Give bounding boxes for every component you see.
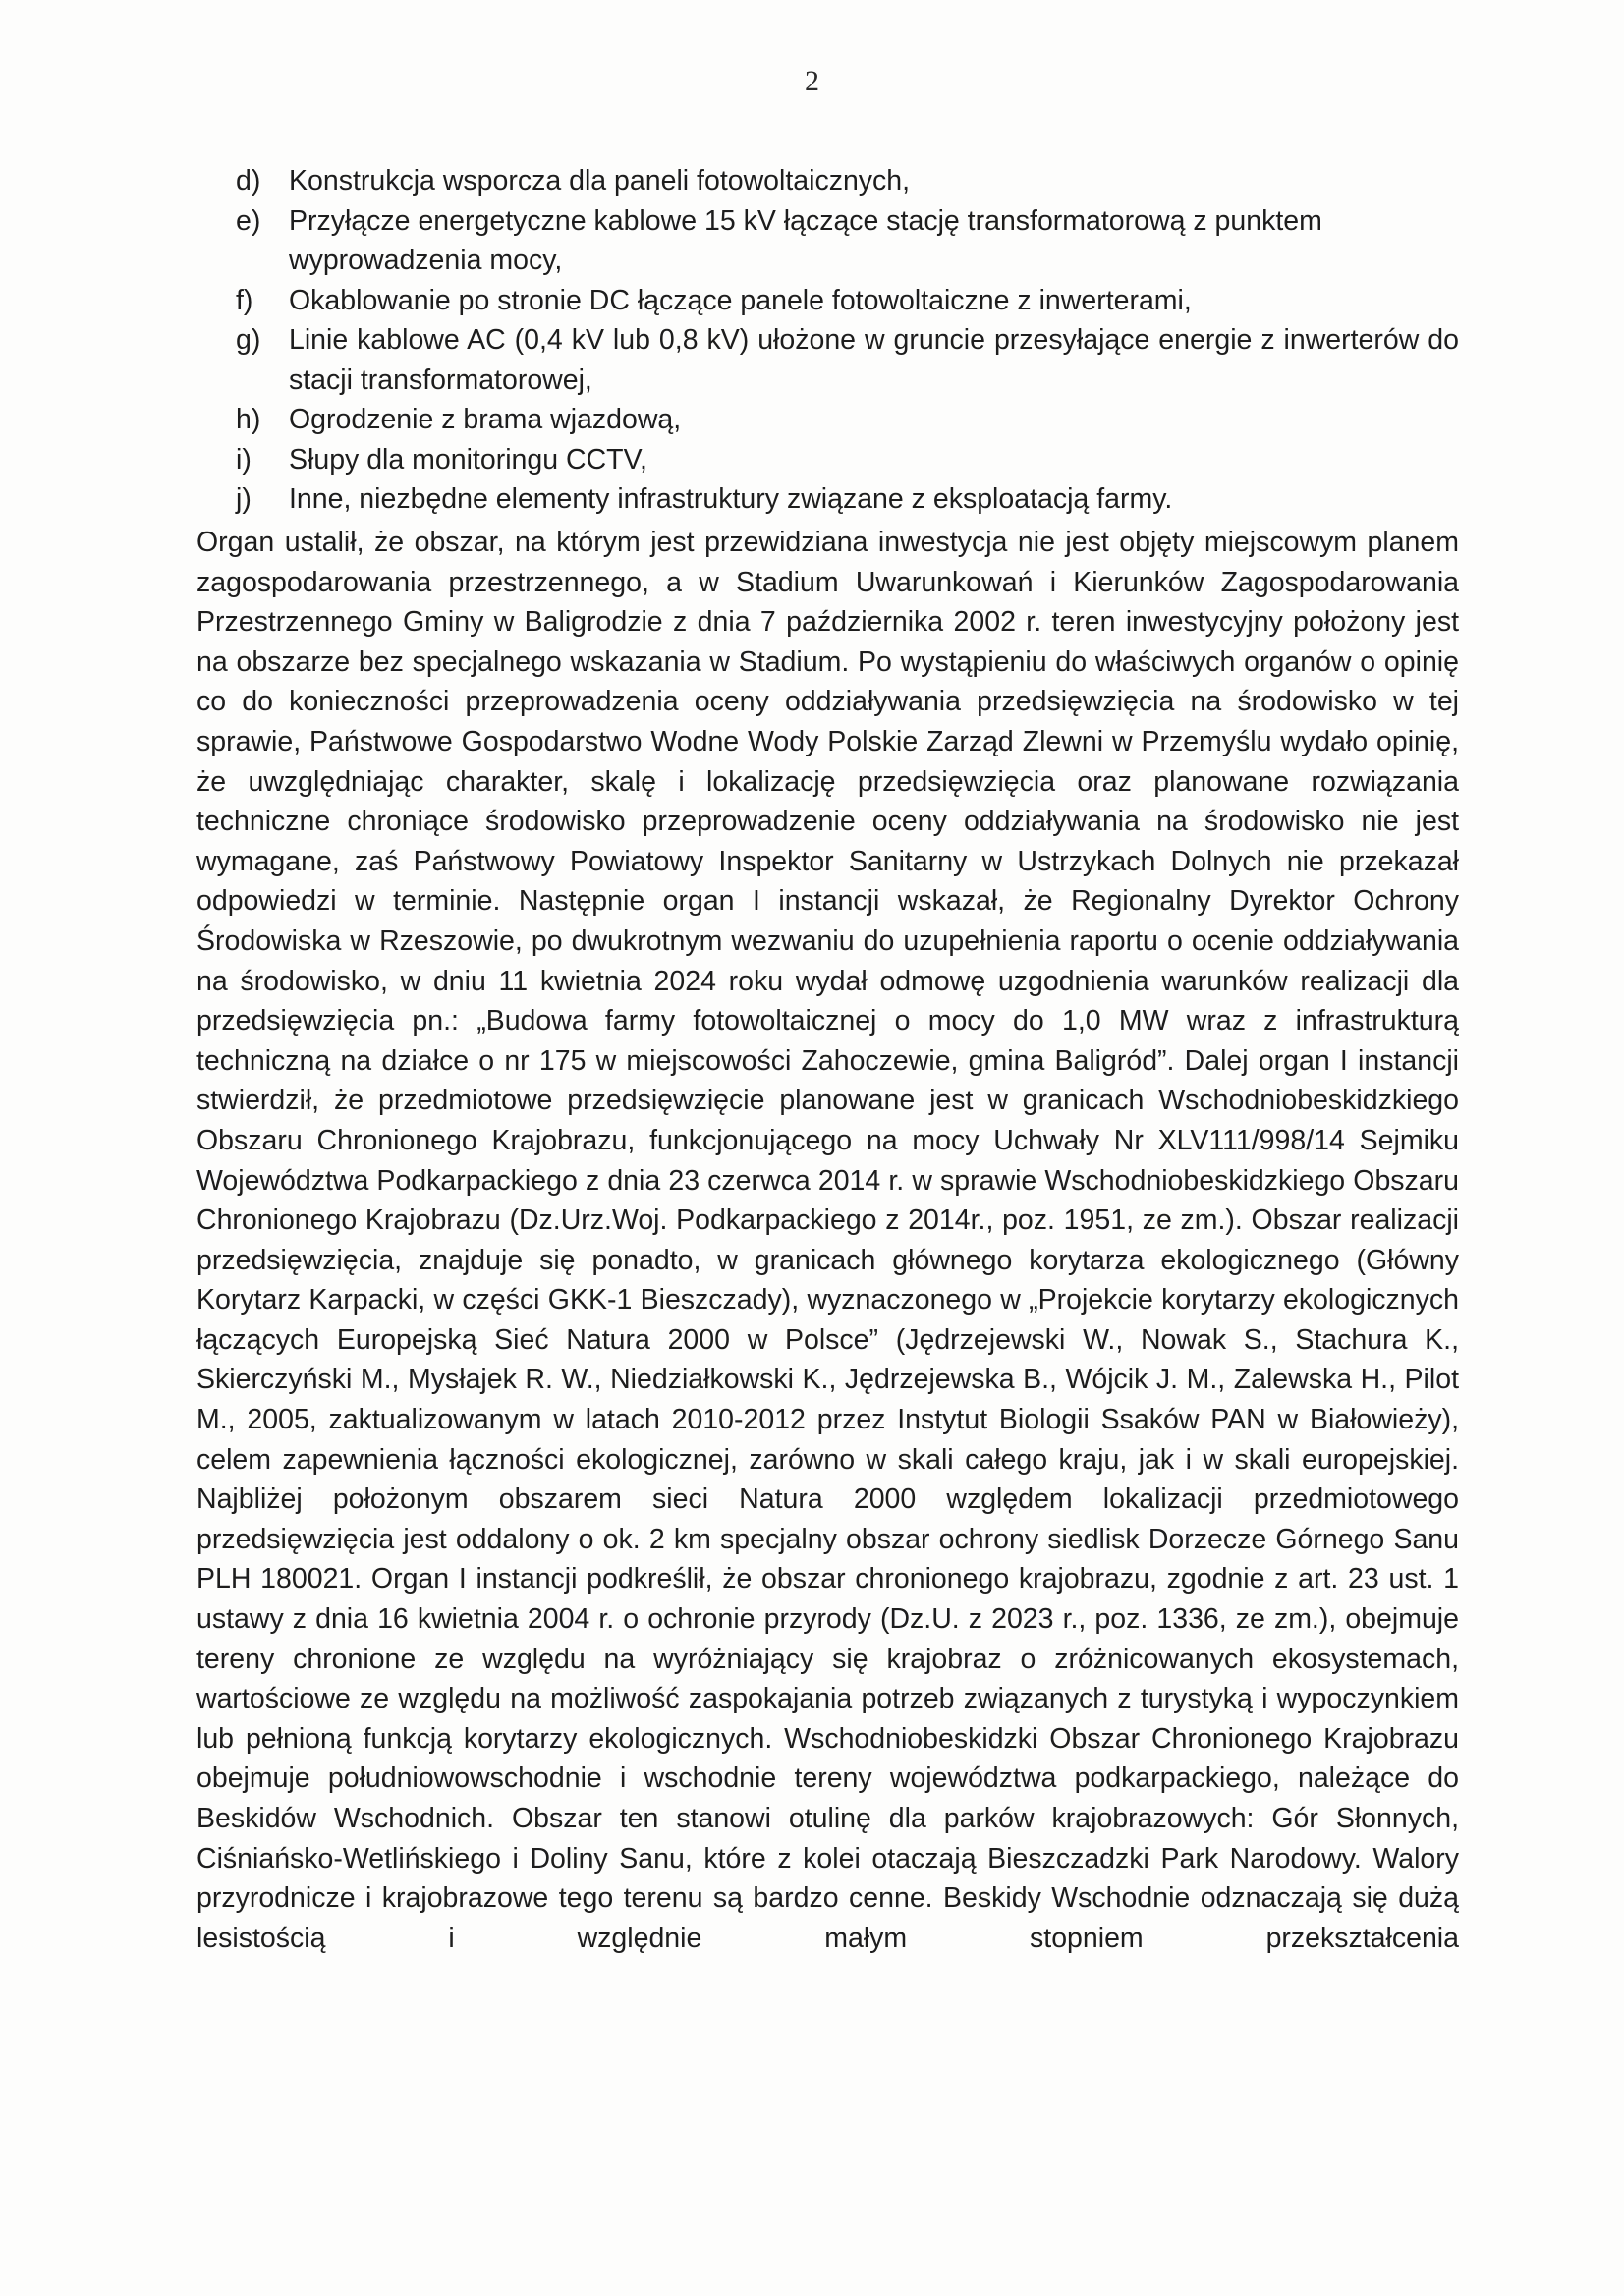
- list-marker: h): [236, 404, 261, 435]
- list-item-text: Okablowanie po stronie DC łączące panele fotowoltaiczne z inwerterami,: [289, 284, 1192, 316]
- list-item: [236, 400, 1459, 440]
- list-item-text: Słupy dla monitoringu CCTV,: [289, 443, 647, 476]
- list-marker: e): [236, 204, 261, 237]
- list-item-text: Przyłącze energetyczne kablowe 15 kV łączące stację transformatorową z punktem wyprowadzenia mocy,: [289, 204, 1322, 276]
- list-marker: i): [236, 443, 252, 476]
- list-item-text: Ogrodzenie z brama wjazdową,: [289, 404, 682, 435]
- body-paragraph: Organ ustalił, że obszar, na którym jest przewidziana inwestycja nie jest objęty miejscowym planem zagospodarowania przestrzennego, a w Stadium Uwarunkowań i Kierunków Zagospodarowania Przestrzennego Gminy w Baligrodzie z dnia 7 października 2002 r. teren inwestycyjny położony jest na obszarze bez specjalnego wskazania w Stadium. Po wystąpieniu do właściwych organów o opinię co do konieczności przeprowadzenia oceny oddziaływania przedsięwzięcia na środowisko w tej sprawie, Państwowe Gospodarstwo Wodne Wody Polskie Zarząd Zlewni w Przemyślu wydało opinię, że uwzględniając charakter, skalę i lokalizację przedsięwzięcia oraz planowane rozwiązania techniczne chroniące środowisko przeprowadzenie oceny oddziaływania na środowisko nie jest wymagane, zaś Państwowy Powiatowy Inspektor Sanitarny w Ustrzykach Dolnych nie przekazał odpowiedzi w terminie. Następnie organ I instancji wskazał, że Regionalny Dyrektor Ochrony Środowiska w Rzeszowie, po dwukrotnym wezwaniu do uzupełnienia raportu o ocenie oddziaływania na środowisko, w dniu 11 kwietnia 2024 roku wydał odmowę uzgodnienia warunków realizacji dla przedsięwzięcia pn.: „Budowa farmy fotowoltaicznej o mocy do 1,0 MW wraz z infrastrukturą techniczną na działce o nr 175 w miejscowości Zahoczewie, gmina Baligród”. Dalej organ I instancji stwierdził, że przedmiotowe przedsięwzięcie planowane jest w granicach Wschodniobeskidzkiego Obszaru Chronionego Krajobrazu, funkcjonującego na mocy Uchwały Nr XLV111/998/14 Sejmiku Województwa Podkarpackiego z dnia 23 czerwca 2014 r. w sprawie Wschodniobeskidzkiego Obszaru Chronionego Krajobrazu (Dz.Urz.Woj. Podkarpackiego z 2014r., poz. 1951, ze zm.). Obszar realizacji przedsięwzięcia, znajduje się ponadto, w granicach głównego korytarza ekologicznego (Główny Korytarz Karpacki, w części GKK-1 Bieszczady), wyznaczonego w „Projekcie korytarzy ekologicznych łączących Europejską Sieć Natura 2000 w Polsce” (Jędrzejewski W., Nowak S., Stachura K., Skierczyński M., Mysłajek R. W., Niedziałkowski K., Jędrzejewska B., Wójcik J. M., Zalewska H., Pilot M., 2005, zaktualizowanym w latach 2010-2012 przez Instytut Biologii Ssaków PAN w Białowieży), celem zapewnienia łączności ekologicznej, zarówno w skali całego kraju, jak i w skali europejskiej. Najbliżej położonym obszarem sieci Natura 2000 względem lokalizacji przedmiotowego przedsięwzięcia jest oddalony o ok. 2 km specjalny obszar ochrony siedlisk Dorzecze Górnego Sanu PLH 180021. Organ I instancji podkreślił, że obszar chronionego krajobrazu, zgodnie z art. 23 ust. 1 ustawy z dnia 16 kwietnia 2004 r. o ochronie przyrody (Dz.U. z 2023 r., poz. 1336, ze zm.), obejmuje tereny chronione ze względu na wyróżniający się krajobraz o zróżnicowanych ekosystemach, wartościowe ze względu na możliwość zaspokajania potrzeb związanych z turystyką i wypoczynkiem lub pełnioną funkcją korytarzy ekologicznych. Wschodniobeskidzki Obszar Chronionego Krajobrazu obejmuje południowowschodnie i wschodnie tereny województwa podkarpackiego, należące do Beskidów Wschodnich. Obszar ten stanowi otulinę dla parków krajobrazowych: Gór Słonnych, Ciśniańsko-Wetlińskiego i Doliny Sanu, które z kolei otaczają Bieszczadzki Park Narodowy. Walory przyrodnicze i krajobrazowe tego terenu są bardzo cenne. Beskidy Wschodnie odznaczają się dużą lesistością i względnie małym stopniem przekształcenia: [196, 527, 1459, 1954]
- page-number: 2: [805, 65, 819, 97]
- list-marker: j): [236, 483, 252, 515]
- list-item: [236, 440, 1459, 480]
- list-item: [236, 479, 1459, 520]
- list-item-text: Inne, niezbędne elementy infrastruktury związane z eksploatacją farmy.: [289, 483, 1173, 515]
- list-item: [236, 320, 1459, 400]
- list-marker: f): [236, 284, 253, 316]
- list-item: [236, 201, 1459, 281]
- list-item: [236, 161, 1459, 201]
- list-marker: g): [236, 324, 261, 356]
- item-list: [236, 161, 1459, 520]
- list-marker: d): [236, 165, 261, 196]
- list-item-text: Konstrukcja wsporcza dla paneli fotowoltaicznych,: [289, 165, 911, 196]
- list-item-text: Linie kablowe AC (0,4 kV lub 0,8 kV) ułożone w gruncie przesyłające energie z inwerterów do stacji transformatorowej,: [289, 324, 1459, 396]
- list-item: [236, 281, 1459, 321]
